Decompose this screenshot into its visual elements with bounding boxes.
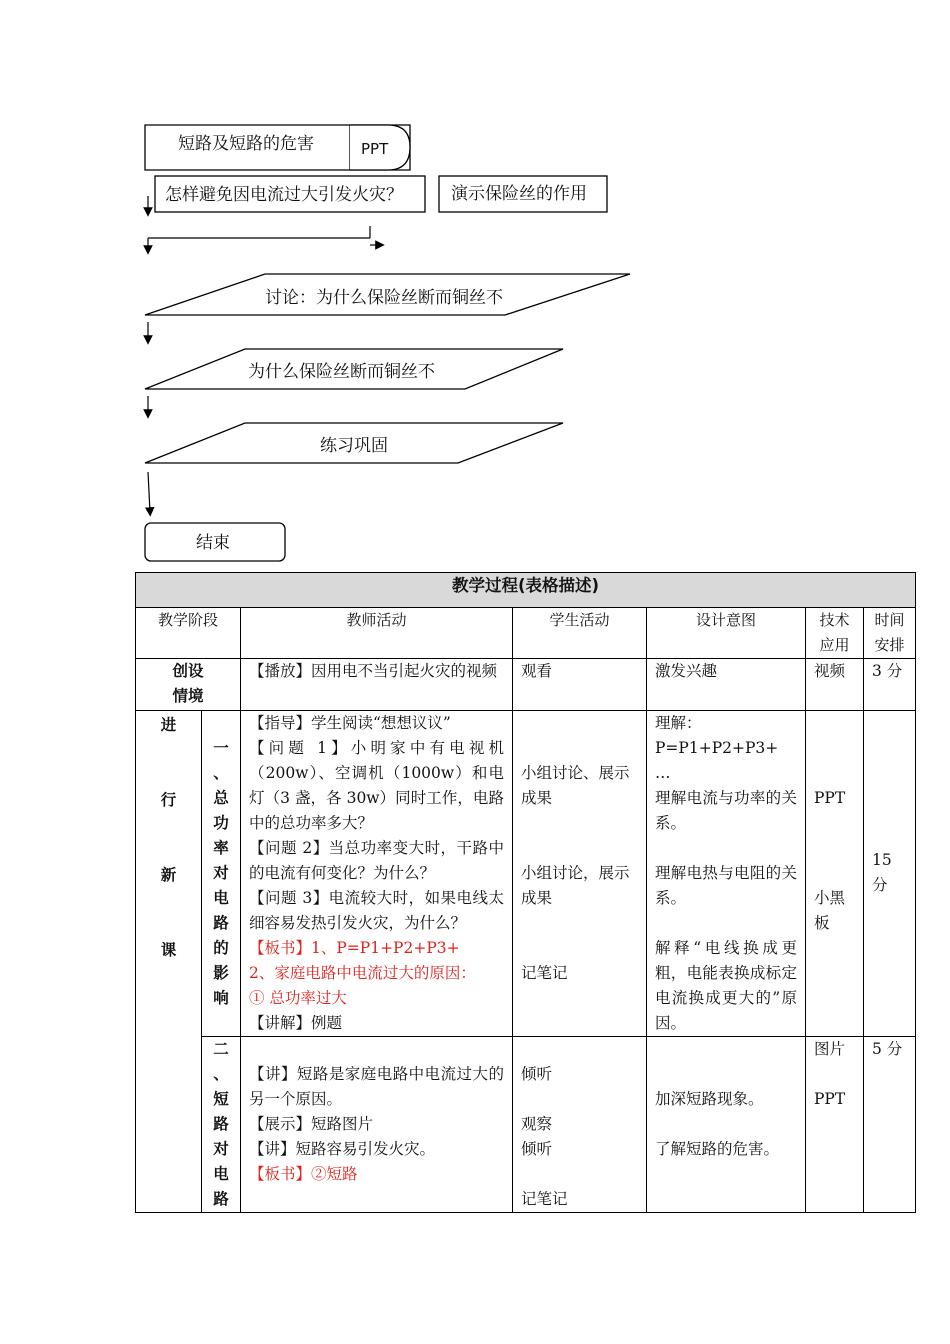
header-stage: 教学阶段 [136, 608, 241, 659]
header-student: 学生活动 [513, 608, 647, 659]
stage-intro: 创设 情境 [136, 659, 241, 711]
question-label: 怎样避免因电流过大引发火灾？ [165, 185, 403, 205]
section2-teacher: 【讲】短路是家庭电路中电流过大的另一个原因。 【展示】短路图片 【讲】短路容易引发火灾。 【板书】②短路 [241, 1037, 513, 1213]
discussion-1-label: 讨论：为什么保险丝断而铜丝不 [265, 288, 503, 308]
section1-student: 小组讨论、展示成果 小组讨论，展示成果 记笔记 [513, 711, 647, 1037]
section2-student: 倾听 观察 倾听 记笔记 [513, 1037, 647, 1213]
section2-label: 二 、 短 路 对 电 路 [202, 1037, 241, 1213]
header-intent: 设计意图 [647, 608, 806, 659]
intro-time: 3 分 [864, 659, 916, 711]
demo-label: 演示保险丝的作用 [451, 184, 587, 204]
intro-intent: 激发兴趣 [647, 659, 806, 711]
lesson-process-table [135, 572, 916, 1213]
ppt-label: PPT [361, 140, 389, 158]
intro-teacher: 【播放】因用电不当引起火灾的视频 [241, 659, 513, 711]
header-time: 时间 安排 [864, 608, 916, 659]
section2-intent: 加深短路现象。 了解短路的危害。 [647, 1037, 806, 1213]
header-teacher: 教师活动 [241, 608, 513, 659]
flowchart-lines [0, 0, 950, 570]
table-title: 教学过程(表格描述) [136, 573, 916, 608]
section1-tech: PPT 小黑板 [806, 711, 864, 1037]
discussion-2-label: 为什么保险丝断而铜丝不 [248, 362, 435, 382]
intro-tech: 视频 [806, 659, 864, 711]
section2-time: 5 分 [864, 1037, 916, 1213]
section2-tech: 图片 PPT [806, 1037, 864, 1213]
flowchart [0, 0, 950, 570]
section1-time: 15 分 [864, 711, 916, 1037]
end-label: 结束 [196, 533, 230, 553]
intro-student: 观看 [513, 659, 647, 711]
header-tech: 技术 应用 [806, 608, 864, 659]
practice-label: 练习巩固 [320, 436, 388, 456]
short-circuit-label: 短路及短路的危害 [178, 134, 314, 154]
section1-teacher: 【指导】学生阅读“想想议议” 【问题 1】小明家中有电视机（200w）、空调机（1000w）和电灯（3 盏，各 30w）同时工作，电路中的总功率多大？ 【问题 2】当总功率变大时，干路中的电流有何变化？为什么？ 【问题 3】电流较大时，如果电线太细容易发热引发火灾，为什么？ 【板书】1、P=P1+P2+P3+ 2、家庭电路中电流过大的原因： ① 总功率过大 【讲解】例题 [241, 711, 513, 1037]
section1-label: 一 、 总 功 率 对 电 路 的 影 响 [202, 711, 241, 1037]
stage-new-lesson: 进 行 新 课 [136, 711, 202, 1213]
section1-intent: 理解： P=P1+P2+P3+ … 理解电流与功率的关系。 理解电热与电阻的关系。 解释“电线换成更粗，电能表换成标定电流换成更大的”原因。 [647, 711, 806, 1037]
